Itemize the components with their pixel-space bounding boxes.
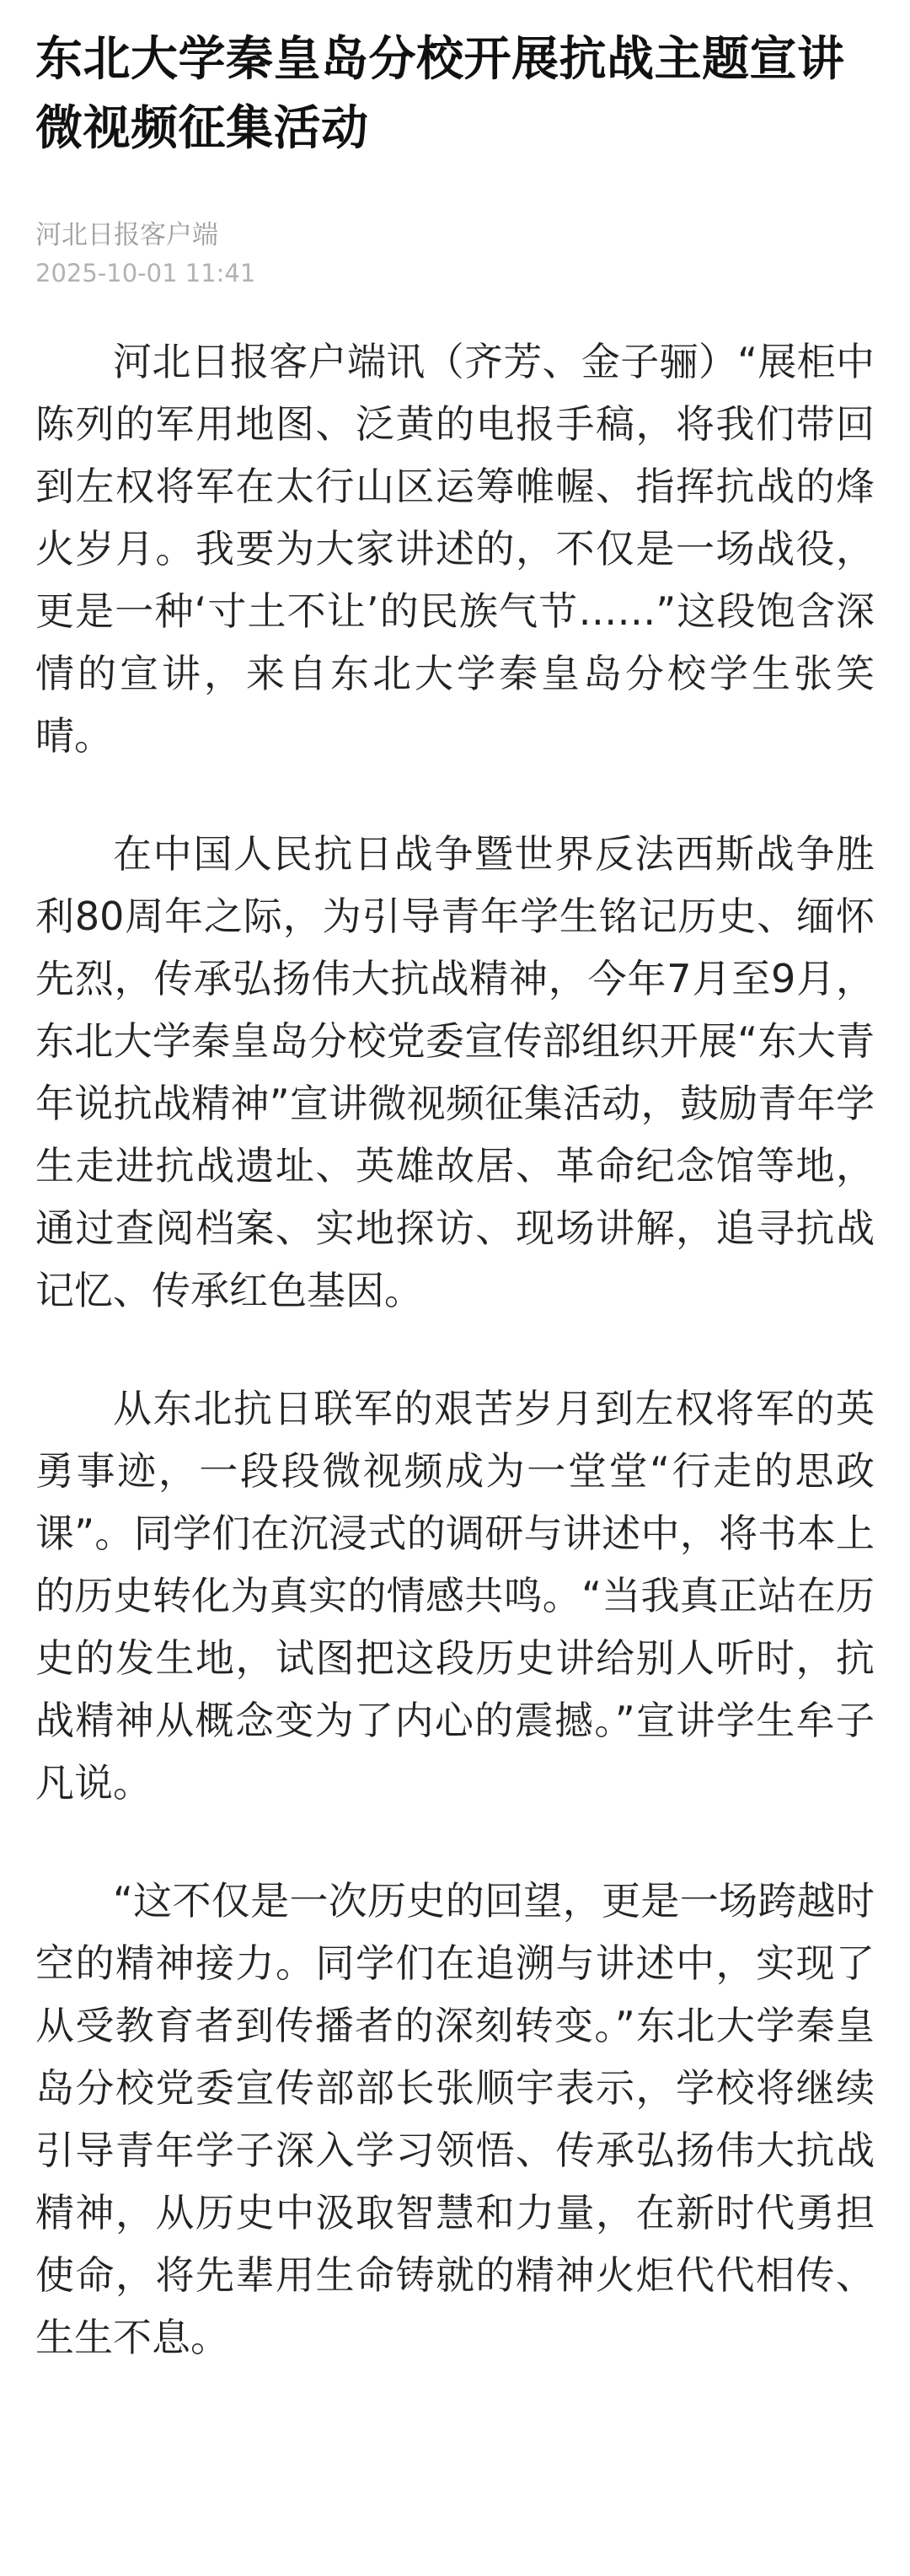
article-paragraph: 在中国人民抗日战争暨世界反法西斯战争胜利80周年之际，为引导青年学生铭记历史、缅怀先烈，传承弘扬伟大抗战精神，今年7月至9月，东北大学秦皇岛分校党委宣传部组织开展“东大青年说抗战精神”宣讲微视频征集活动，鼓励青年学生走进抗战遗址、英雄故居、革命纪念馆等地，通过查阅档案、实地探访、现场讲解，追寻抗战记忆、传承红色基因。 <box>35 831 875 1313</box>
article-title: 东北大学秦皇岛分校开展抗战主题宣讲微视频征集活动 <box>35 32 845 156</box>
article-datetime: 2025-10-01 11:41 <box>35 259 256 287</box>
article-paragraph: “这不仅是一次历史的回望，更是一场跨越时空的精神接力。同学们在追溯与讲述中，实现了从受教育者到传播者的深刻转变。”东北大学秦皇岛分校党委宣传部部长张顺宇表示，学校将继续引导青年学子深入学习领悟、传承弘扬伟大抗战精神，从历史中汲取智慧和力量，在新时代勇担使命，将先辈用生命铸就的精神火炬代代相传、生生不息。 <box>35 1878 875 2360</box>
article-source[interactable]: 河北日报客户端 <box>35 220 218 250</box>
article-meta <box>35 217 875 290</box>
article-body <box>35 330 875 2369</box>
article-paragraph: 河北日报客户端讯（齐芳、金子骊）“展柜中陈列的军用地图、泛黄的电报手稿，将我们带回到左权将军在太行山区运筹帷幄、指挥抗战的烽火岁月。我要为大家讲述的，不仅是一场战役，更是一种‘寸土不让’的民族气节……”这段饱含深情的宣讲，来自东北大学秦皇岛分校学生张笑晴。 <box>35 339 875 759</box>
article-paragraph: 从东北抗日联军的艰苦岁月到左权将军的英勇事迹，一段段微视频成为一堂堂“行走的思政课”。同学们在沉浸式的调研与讲述中，将书本上的历史转化为真实的情感共鸣。“当我真正站在历史的发生地，试图把这段历史讲给别人听时，抗战精神从概念变为了内心的震撼。”宣讲学生牟子凡说。 <box>35 1386 875 1806</box>
